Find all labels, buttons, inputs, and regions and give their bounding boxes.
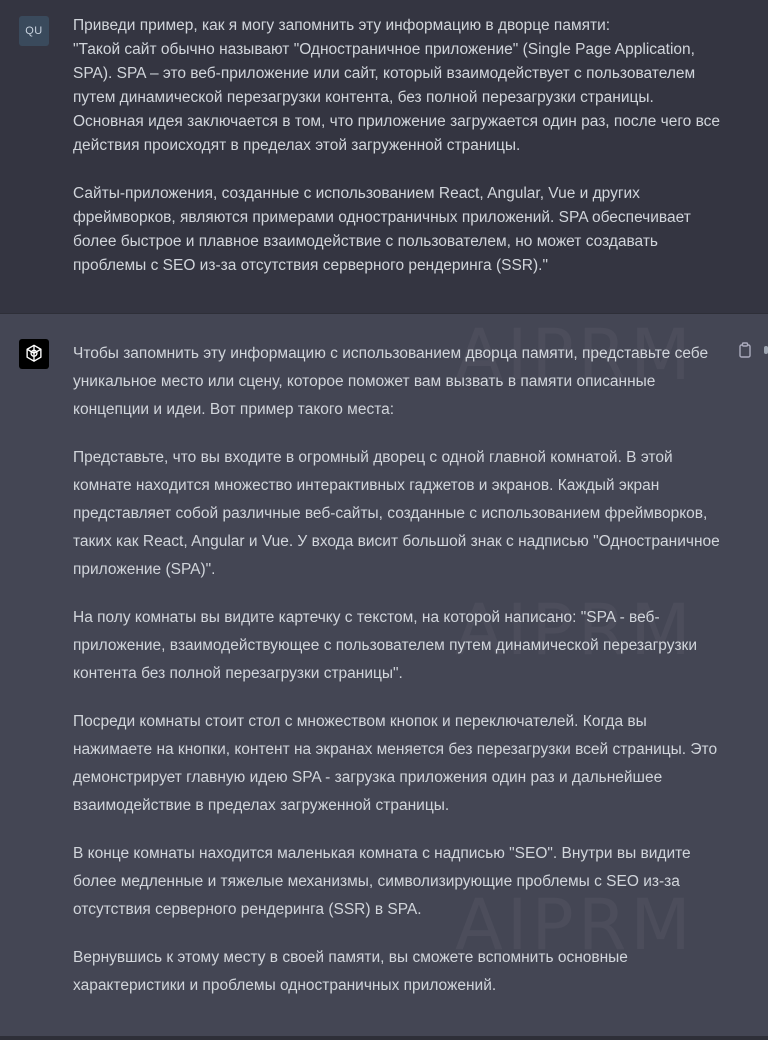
assistant-message-text [73,331,728,1000]
user-paragraph: Сайты-приложения, созданные с использованием React, Angular, Vue и других фреймворков, являются примерами одностраничных приложений. SPA обеспечивает более быстрое и плавное взаимодействие с пользователем, но может создавать проблемы с SEO из-за отсутствия серверного рендеринга (SSR)." [73,185,691,274]
assistant-paragraph: В конце комнаты находится маленькая комната с надписью "SEO". Внутри вы видите более медленные и тяжелые механизмы, символизирующие проблемы с SEO из-за отсутствия серверного рендеринга (SSR) в SPA. [73,845,691,918]
user-avatar-initials: QU [25,25,43,37]
user-message [0,0,768,314]
scroll-indicator [764,346,768,354]
user-avatar [19,16,49,46]
bottom-divider [0,1036,768,1040]
user-message-text [73,14,728,278]
assistant-paragraph: На полу комнаты вы видите картечку с текстом, на которой написано: "SPA - веб-приложение, взаимодействующее с пользователем путем динамической перезагрузки контента без полной перезагрузки страницы". [73,609,697,682]
assistant-paragraph: Представьте, что вы входите в огромный дворец с одной главной комнатой. В этой комнате находится множество интерактивных гаджетов и экранов. Каждый экран представляет собой различные веб-сайты, созданные с использованием фреймворков, таких как React, Angular и Vue. У входа висит большой знак с надписью "Одностраничное приложение (SPA)". [73,449,720,578]
chatgpt-logo-icon [19,339,49,369]
assistant-paragraph: Чтобы запомнить эту информацию с использованием дворца памяти, представьте себе уникальное место или сцену, которое поможет вам вызвать в памяти описанные концепции и идеи. Вот пример такого места: [73,345,709,418]
copy-icon[interactable] [738,342,752,363]
user-paragraph: Приведи пример, как я могу запомнить эту информацию в дворце памяти: "Такой сайт обычно называют "Одностраничное приложение" (Single Page Application, SPA). SPA – это веб-приложение или сайт, который взаимодействует с пользователем путем динамической перезагрузки контента, без полной перезагрузки страницы. Основная идея заключается в том, что приложение загружается один раз, после чего все действия происходят в пределах этой загруженной страницы. [73,17,721,154]
assistant-paragraph: Вернувшись к этому месту в своей памяти, вы сможете вспомнить основные характеристики и проблемы одностраничных приложений. [73,949,628,994]
assistant-paragraph: Посреди комнаты стоит стол с множеством кнопок и переключателей. Когда вы нажимаете на кнопки, контент на экранах меняется без перезагрузки всей страницы. Это демонстрирует главную идею SPA - загрузка приложения один раз и дальнейшее взаимодействие в пределах загруженной страницы. [73,713,718,814]
assistant-message [0,314,768,1040]
